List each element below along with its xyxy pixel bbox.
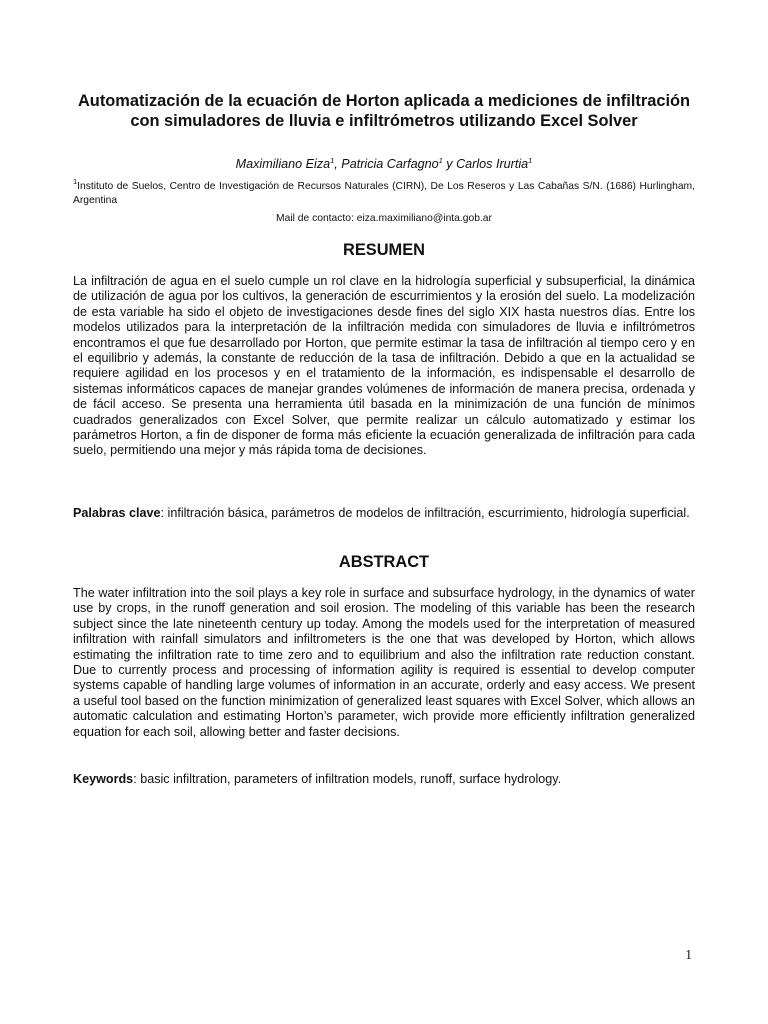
author-affiliation-mark: 1 [330,156,335,165]
author-list [70,156,698,172]
keywords-label: Palabras clave [73,506,161,520]
affiliation-mark: 1 [73,177,78,186]
keywords-text: : infiltración básica, parámetros de modelos de infiltración, escurrimiento, hidrología superficial. [160,506,690,520]
affiliation [73,177,695,208]
author-name: Maximiliano Eiza [235,157,331,171]
resumen-keywords [73,506,695,521]
author-separator: y [442,157,457,171]
resumen-body: La infiltración de agua en el suelo cumple un rol clave en la hidrología superficial y subsuperficial, la dinámica de utilización de agua por los cultivos, la generación de escurrimientos y la erosión del suelo. La modelización de esta variable ha sido el objeto de investigaciones desde fines del siglo XIX hasta nuestros días. Entre los modelos utilizados para la interpretación de la infiltración medida con simuladores de lluvia e infiltrómetros encontramos el que fue desarrollado por Horton, que permite estimar la tasa de infiltración al tiempo cero y en el equilibrio y además, la constante de reducción de la tasa de infiltración. Debido a que en la actualidad se requiere agilidad en los procesos y en el tratamiento de la información, es indispensable el desarrollo de sistemas informáticos capaces de manejar grandes volúmenes de información de manera precisa, ordenada y de fácil acceso. Se presenta una herramienta útil basada en la minimización de una función de mínimos cuadrados generalizados con Excel Solver, que permite realizar un cálculo automatizado y estimar los parámetros Horton, a fin de disponer de forma más eficiente la ecuación generalizada de infiltración para cada suelo, permitiendo una mejor y más rápida toma de decisiones. [73,274,695,458]
keywords-text: : basic infiltration, parameters of infiltration models, runoff, surface hydrology. [133,772,562,786]
resumen-heading: RESUMEN [343,241,425,259]
author-affiliation-mark: 1 [438,156,443,165]
author-separator: , [334,157,342,171]
author-affiliation-mark: 1 [528,156,533,165]
page-number: 1 [685,947,692,962]
author-name: Patricia Carfagno [341,157,439,171]
paper-title: Automatización de la ecuación de Horton aplicada a mediciones de infiltración con simuladores de lluvia e infiltrómetros utilizando Excel Solver [77,92,691,130]
keywords-label: Keywords [73,772,134,786]
author-name: Carlos Irurtia [456,157,529,171]
abstract-body: The water infiltration into the soil plays a key role in surface and subsurface hydrology, in the dynamics of water use by crops, in the runoff generation and soil erosion. The modeling of this variable has been the research subject since the late nineteenth century up today. Among the models used for the interpretation of measured infiltration with rainfall simulators and infiltrometers is the one that was developed by Horton, which allows estimating the infiltration rate to time zero and to equilibrium and also the infiltration rate reduction constant. Due to currently process and processing of information agility is required is essential to develop computer systems capable of handling large volumes of information in an accurate, orderly and easy access. We present a useful tool based on the function minimization of generalized least squares with Excel Solver, which allows an automatic calculation and estimating Horton’s parameter, wich provide more efficiently infiltration generalized equation for each soil, allowing better and faster decisions. [73,586,695,739]
contact-email: Mail de contacto: eiza.maximiliano@inta.gob.ar [276,213,492,224]
abstract-heading: ABSTRACT [338,553,430,571]
abstract-keywords [73,772,695,787]
affiliation-text: Instituto de Suelos, Centro de Investigación de Recursos Naturales (CIRN), De Los Reseros y Las Cabañas S/N. (1686) Hurlingham, Argentina [73,181,695,206]
